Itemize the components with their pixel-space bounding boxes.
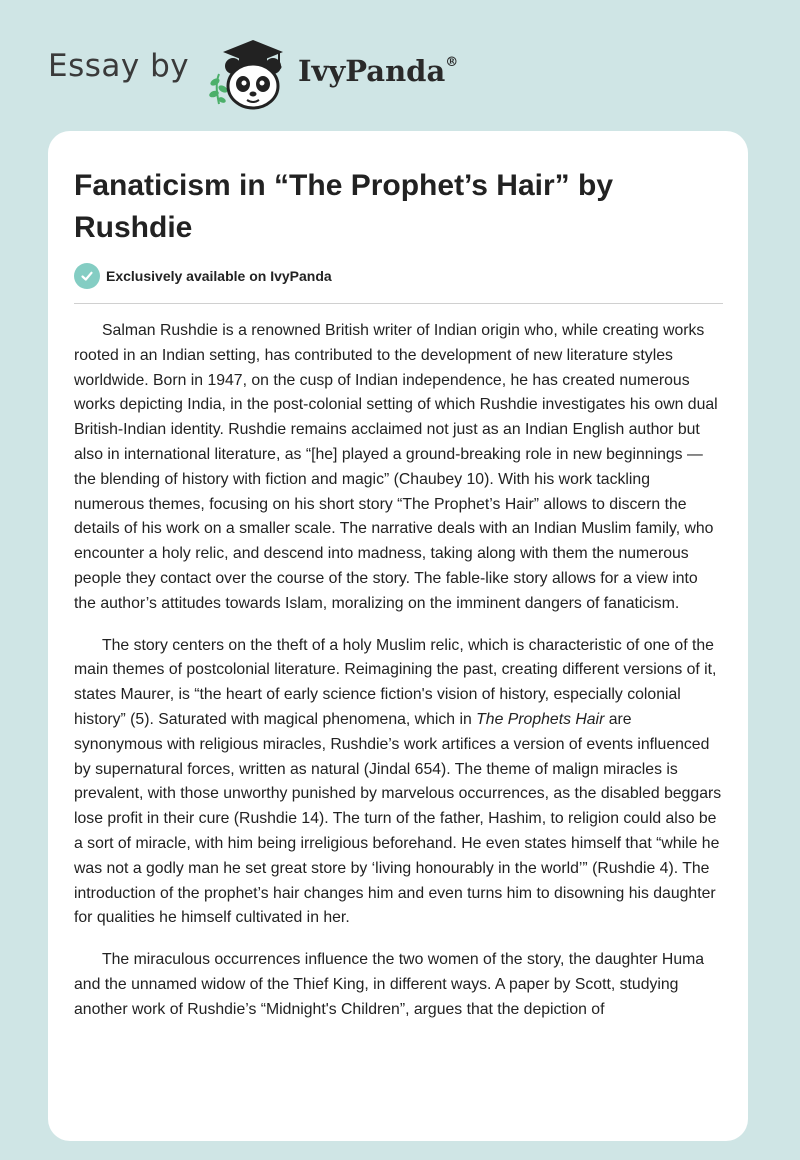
- paragraph-2-part-a: The story centers on the theft of a holy Muslim relic, which is characteristic of one of the main themes of postcolonial literature. Reimagining the past, creating different versions of it, states Maurer, is “the heart of early science fiction's vision of history, especially colonial history” (5). Saturated with magical phenomena, which in: [74, 636, 717, 728]
- title-divider: [74, 303, 723, 304]
- essay-card: [48, 131, 748, 1141]
- site-header: [48, 34, 748, 114]
- italic-work-title: The Prophets Hair: [476, 710, 605, 728]
- brand-name-text: IvyPanda: [298, 54, 446, 88]
- paragraph-2-part-b: are synonymous with religious miracles, Rushdie’s work artifices a version of events influenced by supernatural forces, written as natural (Jindal 654). The theme of malign miracles is prevalent, with those unworthy punished by marvelous occurrences, as the disabled beggars lose profit in their cure (Rushdie 14). The turn of the father, Hashim, to religion could also be a sort of miracle, with him being irreligious beforehand. He even states himself that “while he was not a godly man he set great store by ‘living honourably in the world’” (Rushdie 4). The introduction of the prophet’s hair changes him and even turns him to disowning his daughter for qualities he himself cultivated in her.: [74, 710, 722, 927]
- exclusive-badge: [74, 263, 332, 289]
- essay-title: Fanaticism in “The Prophet’s Hair” by Rushdie: [74, 169, 614, 244]
- paragraph-1: Salman Rushdie is a renowned British writer of Indian origin who, while creating works rooted in an Indian setting, has contributed to the development of new literature styles worldwide. Born in 1947, on the cusp of Indian independence, he has created numerous works depicting India, in the post-colonial setting of which Rushdie investigates his own dual British-Indian identity. Rushdie remains acclaimed not just as an Indian English author but also in international literature, as “[he] played a ground-breaking role in new beginnings — the blending of history with fiction and magic” (Chaubey 10). With his work tackling numerous themes, focusing on his short story “The Prophet’s Hair” allows to discern the details of his work on a smaller scale. The narrative deals with an Indian Muslim family, who encounter a holy relic, and descend into madness, taking along with them the numerous people they contact over the course of the story. The fable-like story allows for a view into the author’s attitudes towards Islam, moralizing on the imminent dangers of fanaticism.: [74, 322, 718, 612]
- brand-name[interactable]: [298, 54, 458, 88]
- check-circle-icon: [74, 263, 100, 289]
- essay-by-label: Essay by: [48, 48, 190, 84]
- essay-body: [74, 319, 724, 1040]
- panda-logo-icon[interactable]: [203, 34, 298, 114]
- paragraph-3: The miraculous occurrences influence the two women of the story, the daughter Huma and the unnamed widow of the Thief King, in different ways. A paper by Scott, studying another work of Rushdie’s “Midnight's Children”, argues that the depiction of: [74, 951, 705, 1018]
- exclusive-badge-label: Exclusively available on IvyPanda: [106, 268, 332, 284]
- paragraph-2: [74, 634, 724, 932]
- registered-mark: ®: [445, 55, 459, 71]
